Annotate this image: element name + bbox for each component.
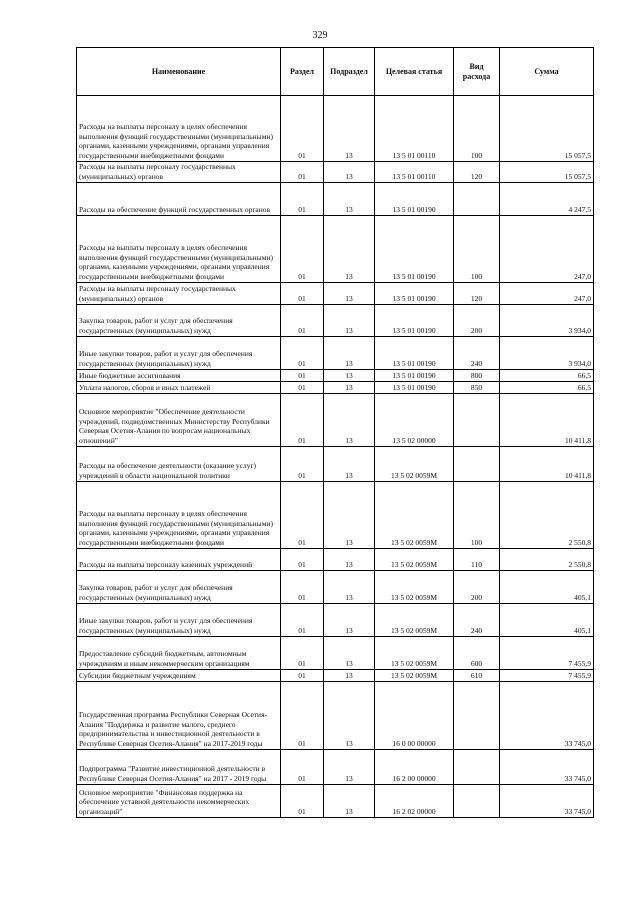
row-subsection-cell: 13 — [324, 394, 375, 447]
row-sum-cell: 247,0 — [500, 283, 594, 305]
row-type-cell — [454, 750, 500, 785]
header-name: Наименование — [77, 48, 281, 96]
row-type-cell: 100 — [454, 482, 500, 549]
row-target-cell: 13 5 02 0059М — [375, 637, 454, 670]
row-sum-cell: 7 455,9 — [500, 670, 594, 682]
table-row — [77, 216, 594, 283]
row-type-cell: 100 — [454, 216, 500, 283]
row-target-cell: 13 5 01 00190 — [375, 283, 454, 305]
table-row — [77, 785, 594, 818]
row-target-cell: 13 5 01 00190 — [375, 370, 454, 382]
row-subsection-cell: 13 — [324, 382, 375, 394]
row-type-cell: 120 — [454, 283, 500, 305]
table-row — [77, 670, 594, 682]
row-section-cell: 01 — [281, 216, 324, 283]
row-target-cell: 13 5 02 0059М — [375, 571, 454, 604]
row-section-cell: 01 — [281, 682, 324, 750]
row-type-cell: 100 — [454, 96, 500, 162]
row-type-cell: 120 — [454, 162, 500, 183]
row-subsection-cell: 13 — [324, 785, 375, 818]
table-row — [77, 283, 594, 305]
row-subsection-cell: 13 — [324, 571, 375, 604]
row-subsection-cell: 13 — [324, 305, 375, 337]
row-subsection-cell: 13 — [324, 549, 375, 571]
row-name-cell: Расходы на выплаты персоналу в целях обеспечения выполнения функций государственными (муниципальными) органами, казенными учреждениями, органами управления государственными внебюджетными фондами — [77, 96, 281, 162]
header-section: Раздел — [281, 48, 324, 96]
row-sum-cell: 66,5 — [500, 370, 594, 382]
row-sum-cell: 66,5 — [500, 382, 594, 394]
row-target-cell: 16 2 02 00000 — [375, 785, 454, 818]
budget-table — [76, 47, 594, 818]
row-target-cell: 16 0 00 00000 — [375, 682, 454, 750]
row-sum-cell: 15 057,5 — [500, 162, 594, 183]
row-section-cell: 01 — [281, 482, 324, 549]
row-sum-cell: 33 745,0 — [500, 682, 594, 750]
row-type-cell: 240 — [454, 604, 500, 637]
row-name-cell: Иные закупки товаров, работ и услуг для обеспечения государственных (муниципальных) нужд — [77, 337, 281, 370]
row-subsection-cell: 13 — [324, 670, 375, 682]
row-type-cell: 110 — [454, 549, 500, 571]
row-name-cell: Расходы на выплаты персоналу казенных учреждений — [77, 549, 281, 571]
row-name-cell: Расходы на выплаты персоналу государственных (муниципальных) органов — [77, 162, 281, 183]
row-target-cell: 13 5 01 00110 — [375, 162, 454, 183]
row-subsection-cell: 13 — [324, 370, 375, 382]
row-section-cell: 01 — [281, 571, 324, 604]
row-subsection-cell: 13 — [324, 750, 375, 785]
table-row — [77, 337, 594, 370]
row-type-cell: 200 — [454, 305, 500, 337]
row-subsection-cell: 13 — [324, 604, 375, 637]
row-sum-cell: 33 745,0 — [500, 785, 594, 818]
row-section-cell: 01 — [281, 604, 324, 637]
row-target-cell: 13 5 01 00190 — [375, 382, 454, 394]
row-type-cell: 200 — [454, 571, 500, 604]
row-type-cell: 600 — [454, 637, 500, 670]
row-section-cell: 01 — [281, 337, 324, 370]
row-sum-cell: 3 934,0 — [500, 337, 594, 370]
row-target-cell: 13 5 02 0059М — [375, 447, 454, 482]
row-target-cell: 13 5 01 00190 — [375, 216, 454, 283]
row-type-cell: 800 — [454, 370, 500, 382]
table-row — [77, 482, 594, 549]
table-row — [77, 637, 594, 670]
row-target-cell: 13 5 02 0059М — [375, 549, 454, 571]
row-sum-cell: 10 411,8 — [500, 447, 594, 482]
row-subsection-cell: 13 — [324, 96, 375, 162]
row-name-cell: Закупка товаров, работ и услуг для обеспечения государственных (муниципальных) нужд — [77, 305, 281, 337]
row-type-cell — [454, 447, 500, 482]
row-subsection-cell: 13 — [324, 162, 375, 183]
row-subsection-cell: 13 — [324, 447, 375, 482]
row-target-cell: 13 5 01 00110 — [375, 96, 454, 162]
row-name-cell: Основное мероприятие "Финансовая поддержка на обеспечение уставной деятельности некоммерческих организаций" — [77, 785, 281, 818]
row-section-cell: 01 — [281, 96, 324, 162]
table-row — [77, 394, 594, 447]
row-name-cell: Государственная программа Республики Северная Осетия-Алания "Поддержка и развитие малого, среднего предпринимательства и инвестиционной деятельности в Республике Северная Осетия-Алания" на 2017-2019 годы — [77, 682, 281, 750]
row-sum-cell: 405,1 — [500, 604, 594, 637]
row-name-cell: Расходы на обеспечение функций государственных органов — [77, 183, 281, 216]
row-type-cell: 850 — [454, 382, 500, 394]
row-target-cell: 13 5 02 0059М — [375, 670, 454, 682]
table-row — [77, 604, 594, 637]
header-sum: Сумма — [500, 48, 594, 96]
row-type-cell — [454, 183, 500, 216]
row-type-cell: 610 — [454, 670, 500, 682]
row-name-cell: Субсидии бюджетным учреждениям — [77, 670, 281, 682]
row-type-cell — [454, 785, 500, 818]
row-section-cell: 01 — [281, 162, 324, 183]
row-name-cell: Расходы на выплаты персоналу в целях обеспечения выполнения функций государственными (муниципальными) органами, казенными учреждениями, органами управления государственными внебюджетными фондами — [77, 216, 281, 283]
row-type-cell: 240 — [454, 337, 500, 370]
row-sum-cell: 405,1 — [500, 571, 594, 604]
row-name-cell: Расходы на выплаты персоналу в целях обеспечения выполнения функций государственными (муниципальными) органами, казенными учреждениями, органами управления государственными внебюджетными фондами — [77, 482, 281, 549]
row-section-cell: 01 — [281, 785, 324, 818]
table-row — [77, 447, 594, 482]
header-type: Вид расхода — [454, 48, 500, 96]
row-subsection-cell: 13 — [324, 337, 375, 370]
row-sum-cell: 3 934,0 — [500, 305, 594, 337]
table-header-row — [77, 48, 594, 96]
row-type-cell — [454, 682, 500, 750]
row-section-cell: 01 — [281, 305, 324, 337]
row-section-cell: 01 — [281, 750, 324, 785]
row-section-cell: 01 — [281, 637, 324, 670]
row-subsection-cell: 13 — [324, 183, 375, 216]
table-row — [77, 96, 594, 162]
row-name-cell: Основное мероприятие "Обеспечение деятельности учреждений, подведомственных Министерству Республики Северная Осетия-Алания по вопросам национальных отношений" — [77, 394, 281, 447]
row-subsection-cell: 13 — [324, 283, 375, 305]
row-sum-cell: 7 455,9 — [500, 637, 594, 670]
row-target-cell: 16 2 00 00000 — [375, 750, 454, 785]
row-type-cell — [454, 394, 500, 447]
row-sum-cell: 33 745,0 — [500, 750, 594, 785]
table-row — [77, 750, 594, 785]
row-subsection-cell: 13 — [324, 216, 375, 283]
row-sum-cell: 2 550,8 — [500, 549, 594, 571]
page-number: 329 — [312, 30, 328, 41]
row-section-cell: 01 — [281, 283, 324, 305]
row-sum-cell: 15 057,5 — [500, 96, 594, 162]
row-target-cell: 13 5 02 00000 — [375, 394, 454, 447]
row-sum-cell: 4 247,5 — [500, 183, 594, 216]
header-target: Целевая статья — [375, 48, 454, 96]
row-name-cell: Расходы на выплаты персоналу государственных (муниципальных) органов — [77, 283, 281, 305]
row-target-cell: 13 5 02 0059М — [375, 482, 454, 549]
row-sum-cell: 2 550,8 — [500, 482, 594, 549]
table-row — [77, 162, 594, 183]
row-name-cell: Иные закупки товаров, работ и услуг для обеспечения государственных (муниципальных) нужд — [77, 604, 281, 637]
row-target-cell: 13 5 01 00190 — [375, 305, 454, 337]
table-row — [77, 305, 594, 337]
row-section-cell: 01 — [281, 670, 324, 682]
row-section-cell: 01 — [281, 394, 324, 447]
row-name-cell: Подпрограмма "Развитие инвестиционной деятельности в Республике Северная Осетия-Алания" на 2017 - 2019 годы — [77, 750, 281, 785]
row-section-cell: 01 — [281, 183, 324, 216]
table-row — [77, 183, 594, 216]
table-row — [77, 549, 594, 571]
row-subsection-cell: 13 — [324, 482, 375, 549]
row-name-cell: Предоставление субсидий бюджетным, автономным учреждениям и иным некоммерческим организациям — [77, 637, 281, 670]
row-sum-cell: 247,0 — [500, 216, 594, 283]
table-row — [77, 682, 594, 750]
row-name-cell: Закупка товаров, работ и услуг для обеспечения государственных (муниципальных) нужд — [77, 571, 281, 604]
row-target-cell: 13 5 01 00190 — [375, 337, 454, 370]
row-section-cell: 01 — [281, 370, 324, 382]
row-subsection-cell: 13 — [324, 637, 375, 670]
header-subsection: Подраздел — [324, 48, 375, 96]
table-row — [77, 382, 594, 394]
row-section-cell: 01 — [281, 382, 324, 394]
row-section-cell: 01 — [281, 447, 324, 482]
row-target-cell: 13 5 01 00190 — [375, 183, 454, 216]
row-name-cell: Иные бюджетные ассигнования — [77, 370, 281, 382]
row-section-cell: 01 — [281, 549, 324, 571]
row-name-cell: Уплата налогов, сборов и иных платежей — [77, 382, 281, 394]
table-body — [77, 96, 594, 818]
row-name-cell: Расходы на обеспечение деятельности (оказание услуг) учреждений в области национальной политики — [77, 447, 281, 482]
table-row — [77, 370, 594, 382]
table-row — [77, 571, 594, 604]
row-sum-cell: 10 411,8 — [500, 394, 594, 447]
row-target-cell: 13 5 02 0059М — [375, 604, 454, 637]
row-subsection-cell: 13 — [324, 682, 375, 750]
